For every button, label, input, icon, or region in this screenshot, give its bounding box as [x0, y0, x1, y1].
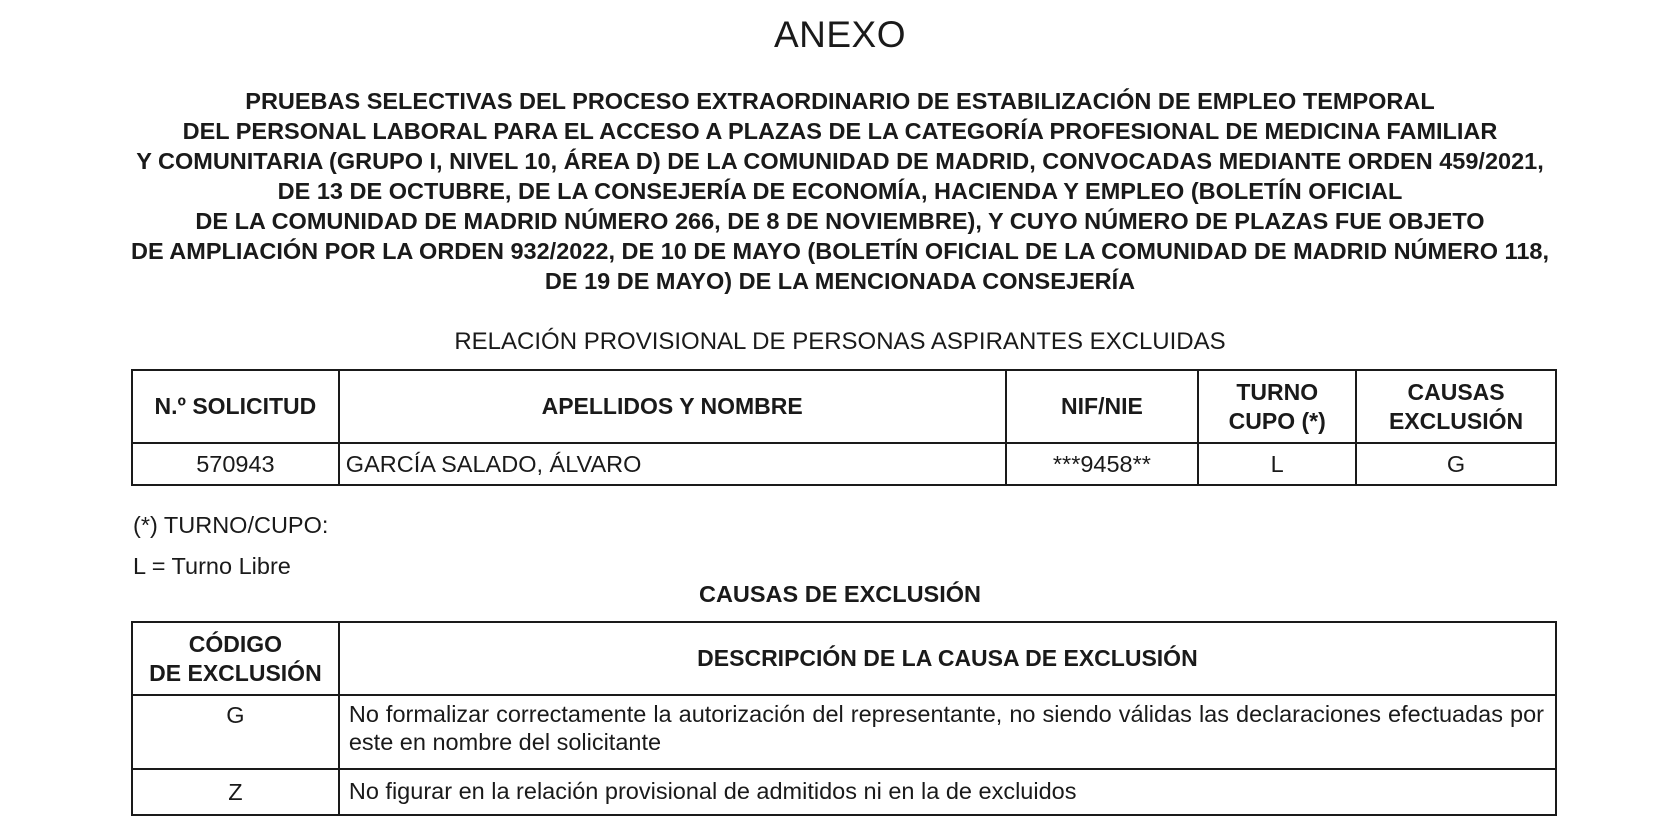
turno-note-header: (*) TURNO/CUPO:	[133, 512, 329, 538]
cause-description: No formalizar correctamente la autorización del representante, no siendo válidas las declaraciones efectuadas por este en nombre del solicitante	[339, 695, 1556, 769]
causes-section-title: CAUSAS DE EXCLUSIÓN	[698, 581, 982, 607]
table-row	[132, 695, 1556, 769]
cell-causa: G	[1356, 443, 1556, 485]
cell-turno: L	[1198, 443, 1356, 485]
excluded-applicants-table	[131, 369, 1557, 486]
cell-solicitud: 570943	[132, 443, 339, 485]
heading-line: DE LA COMUNIDAD DE MADRID NÚMERO 266, DE 8 DE NOVIEMBRE), Y CUYO NÚMERO DE PLAZAS FUE OBJETO	[195, 208, 1485, 234]
heading-line: DE 19 DE MAYO) DE LA MENCIONADA CONSEJERÍA	[544, 268, 1136, 294]
exclusion-causes-table	[131, 621, 1557, 816]
cause-code: G	[132, 695, 339, 769]
cell-nif: ***9458**	[1006, 443, 1199, 485]
excluded-list-subtitle: RELACIÓN PROVISIONAL DE PERSONAS ASPIRANTES EXCLUIDAS	[454, 328, 1226, 355]
header-turno-line2: CUPO (*)	[1228, 407, 1326, 434]
turno-libre-note: L = Turno Libre	[133, 553, 291, 579]
cause-description: No figurar en la relación provisional de admitidos ni en la de excluidos	[339, 769, 1556, 815]
header-causas	[1356, 370, 1556, 443]
table-row	[132, 443, 1556, 485]
header-codigo	[132, 622, 339, 695]
heading-line: Y COMUNITARIA (GRUPO I, NIVEL 10, ÁREA D) DE LA COMUNIDAD DE MADRID, CONVOCADAS MEDIANTE ORDEN 459/2021,	[136, 148, 1544, 174]
page-title: ANEXO	[773, 14, 907, 55]
header-solicitud: N.º SOLICITUD	[132, 370, 339, 443]
header-nif: NIF/NIE	[1006, 370, 1199, 443]
table-row	[132, 769, 1556, 815]
header-descripcion: DESCRIPCIÓN DE LA CAUSA DE EXCLUSIÓN	[339, 622, 1556, 695]
header-turno-line1: TURNO	[1236, 378, 1319, 405]
table-header-row	[132, 370, 1556, 443]
heading-line: DEL PERSONAL LABORAL PARA EL ACCESO A PLAZAS DE LA CATEGORÍA PROFESIONAL DE MEDICINA FAMILIAR	[182, 118, 1498, 144]
header-turno	[1198, 370, 1356, 443]
cell-nombre: GARCÍA SALADO, ÁLVARO	[339, 443, 1006, 485]
header-codigo-line1: CÓDIGO	[188, 630, 283, 657]
header-nombre: APELLIDOS Y NOMBRE	[339, 370, 1006, 443]
header-causas-line2: EXCLUSIÓN	[1388, 407, 1524, 434]
document-heading	[0, 86, 1680, 296]
cause-code: Z	[132, 769, 339, 815]
header-causas-line1: CAUSAS	[1407, 378, 1505, 405]
table-header-row	[132, 622, 1556, 695]
heading-line: DE AMPLIACIÓN POR LA ORDEN 932/2022, DE 10 DE MAYO (BOLETÍN OFICIAL DE LA COMUNIDAD DE MADRID NÚMERO 118,	[130, 238, 1550, 264]
heading-line: DE 13 DE OCTUBRE, DE LA CONSEJERÍA DE ECONOMÍA, HACIENDA Y EMPLEO (BOLETÍN OFICIAL	[277, 178, 1403, 204]
heading-line: PRUEBAS SELECTIVAS DEL PROCESO EXTRAORDINARIO DE ESTABILIZACIÓN DE EMPLEO TEMPORAL	[245, 88, 1435, 114]
header-codigo-line2: DE EXCLUSIÓN	[149, 659, 322, 686]
